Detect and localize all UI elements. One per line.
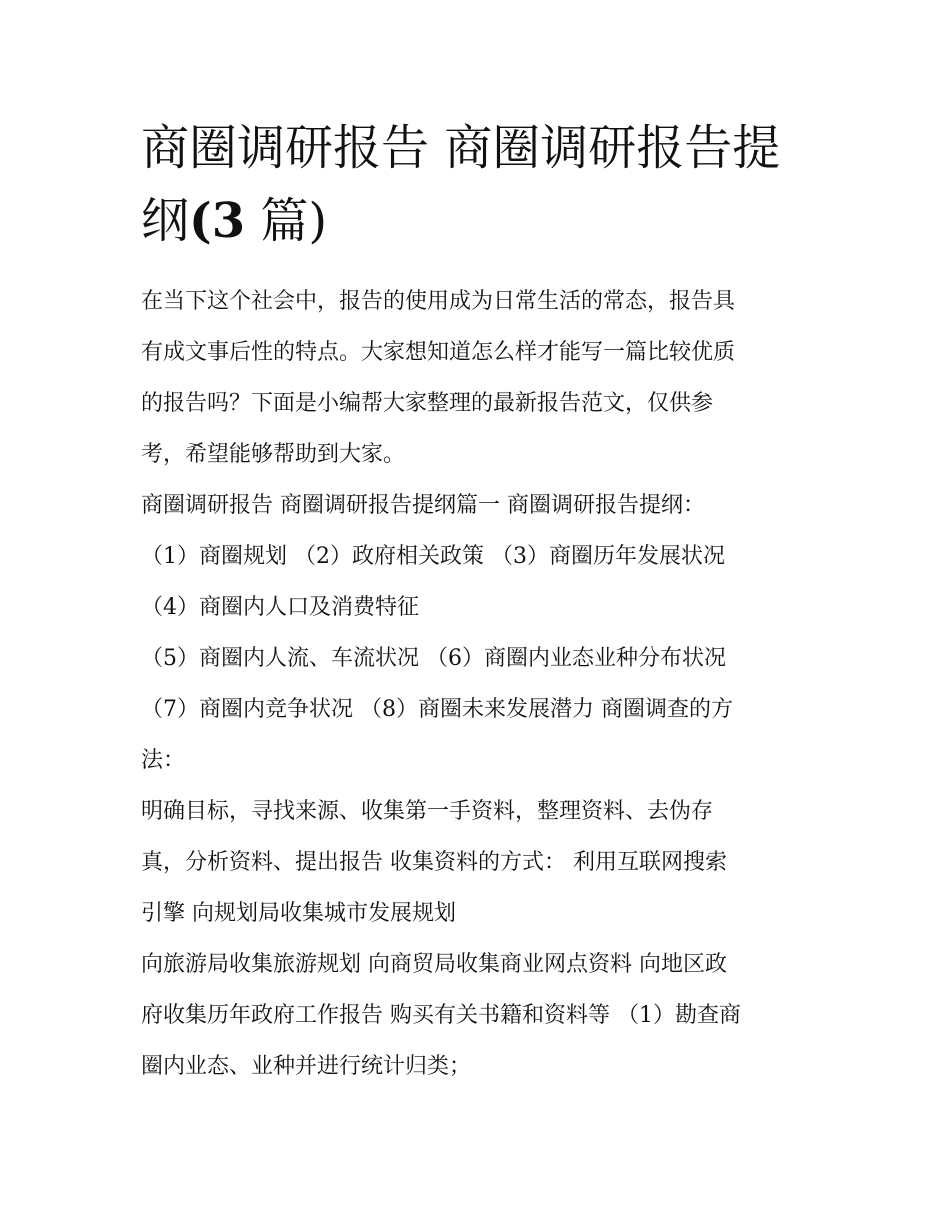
title-line-1: 商圈调研报告 商圈调研报告提 [141, 120, 781, 176]
title-line-2-count: (3 [189, 193, 246, 249]
body-line: 商圈调研报告 商圈调研报告提纲篇一 商圈调研报告提纲： [141, 493, 705, 518]
body-line: （7）商圈内竞争状况 （8）商圈未来发展潜力 商圈调查的方 [141, 697, 733, 722]
body-line: 的报告吗？下面是小编帮大家整理的最新报告范文，仅供参 [141, 391, 714, 416]
body-line: （5）商圈内人流、车流状况 （6）商圈内业态业种分布状况 [141, 646, 726, 671]
body-line: 在当下这个社会中，报告的使用成为日常生活的常态，报告具 [141, 289, 736, 314]
title-line-2 [141, 185, 821, 258]
body-line: 向旅游局收集旅游规划 向商贸局收集商业网点资料 向地区政 [141, 952, 727, 977]
body-line: 府收集历年政府工作报告 购买有关书籍和资料等 （1）勘查商 [141, 1003, 741, 1028]
body-line: 明确目标，寻找来源、收集第一手资料，整理资料、去伪存 [141, 799, 714, 824]
body-line: 引擎 向规划局收集城市发展规划 [141, 901, 456, 926]
document-body [141, 276, 821, 1092]
body-line: （4）商圈内人口及消费特征 [141, 595, 419, 620]
title-line-2-end: ) [308, 193, 328, 249]
body-line: （1）商圈规划 （2）政府相关政策 （3）商圈历年发展状况 [141, 544, 725, 569]
title-line-2-mid: 篇 [245, 193, 309, 249]
body-line: 圈内业态、业种并进行统计归类； [141, 1054, 472, 1079]
body-line: 法： [141, 748, 186, 773]
body-line: 真，分析资料、提出报告 收集资料的方式： 利用互联网搜索 [141, 850, 727, 875]
body-line: 有成文事后性的特点。大家想知道怎么样才能写一篇比较优质 [141, 340, 736, 365]
title-line-2-prefix: 纲 [141, 193, 190, 249]
body-line: 考，希望能够帮助到大家。 [141, 442, 406, 467]
document-title [141, 112, 821, 258]
